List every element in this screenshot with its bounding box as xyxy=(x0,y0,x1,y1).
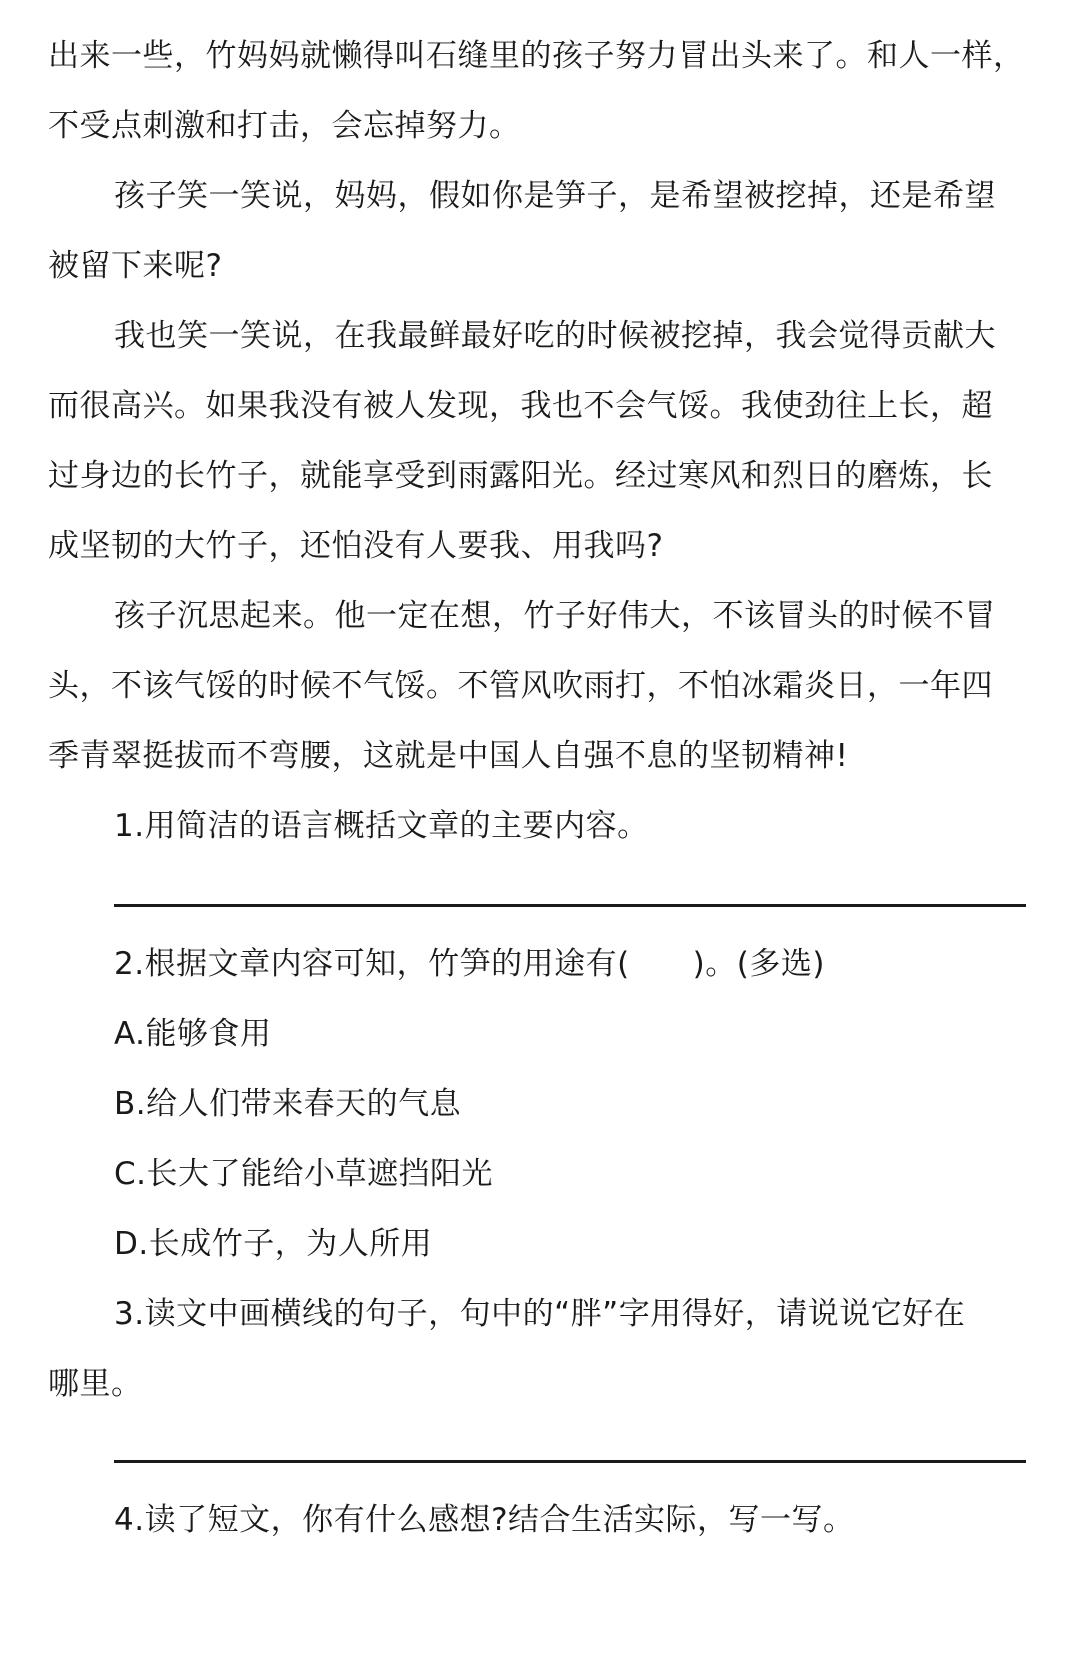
question-3-continued: 哪里。 xyxy=(48,1366,143,1402)
option-d: D.长成竹子，为人所用 xyxy=(114,1226,433,1262)
passage-line: 季青翠挺拔而不弯腰，这就是中国人自强不息的坚韧精神! xyxy=(48,738,849,774)
passage-line: 孩子笑一笑说，妈妈，假如你是笋子，是希望被挖掉，还是希望 xyxy=(114,178,996,214)
question-1: 1.用简洁的语言概括文章的主要内容。 xyxy=(114,808,649,844)
question-4: 4.读了短文，你有什么感想?结合生活实际，写一写。 xyxy=(114,1502,855,1538)
passage-line: 被留下来呢? xyxy=(48,248,223,284)
question-2: 2.根据文章内容可知，竹笋的用途有( )。(多选) xyxy=(114,946,825,982)
passage-line: 我也笑一笑说，在我最鲜最好吃的时候被挖掉，我会觉得贡献大 xyxy=(114,318,996,354)
passage-line: 孩子沉思起来。他一定在想，竹子好伟大，不该冒头的时候不冒 xyxy=(114,598,996,634)
option-b: B.给人们带来春天的气息 xyxy=(114,1086,462,1122)
passage-line: 不受点刺激和打击，会忘掉努力。 xyxy=(48,108,521,144)
passage-line: 过身边的长竹子，就能享受到雨露阳光。经过寒风和烈日的磨炼，长 xyxy=(48,458,993,494)
passage-line: 成坚韧的大竹子，还怕没有人要我、用我吗? xyxy=(48,528,664,564)
answer-line-1 xyxy=(114,904,1026,907)
passage-line: 出来一些，竹妈妈就懒得叫石缝里的孩子努力冒出头来了。和人一样， xyxy=(48,38,1025,74)
answer-line-3 xyxy=(114,1460,1026,1463)
option-a: A.能够食用 xyxy=(114,1016,272,1052)
question-3: 3.读文中画横线的句子，句中的“胖”字用得好，请说说它好在 xyxy=(114,1296,966,1332)
passage-line: 头，不该气馁的时候不气馁。不管风吹雨打，不怕冰霜炎日，一年四 xyxy=(48,668,993,704)
passage-line: 而很高兴。如果我没有被人发现，我也不会气馁。我使劲往上长，超 xyxy=(48,388,993,424)
option-c: C.长大了能给小草遮挡阳光 xyxy=(114,1156,493,1192)
